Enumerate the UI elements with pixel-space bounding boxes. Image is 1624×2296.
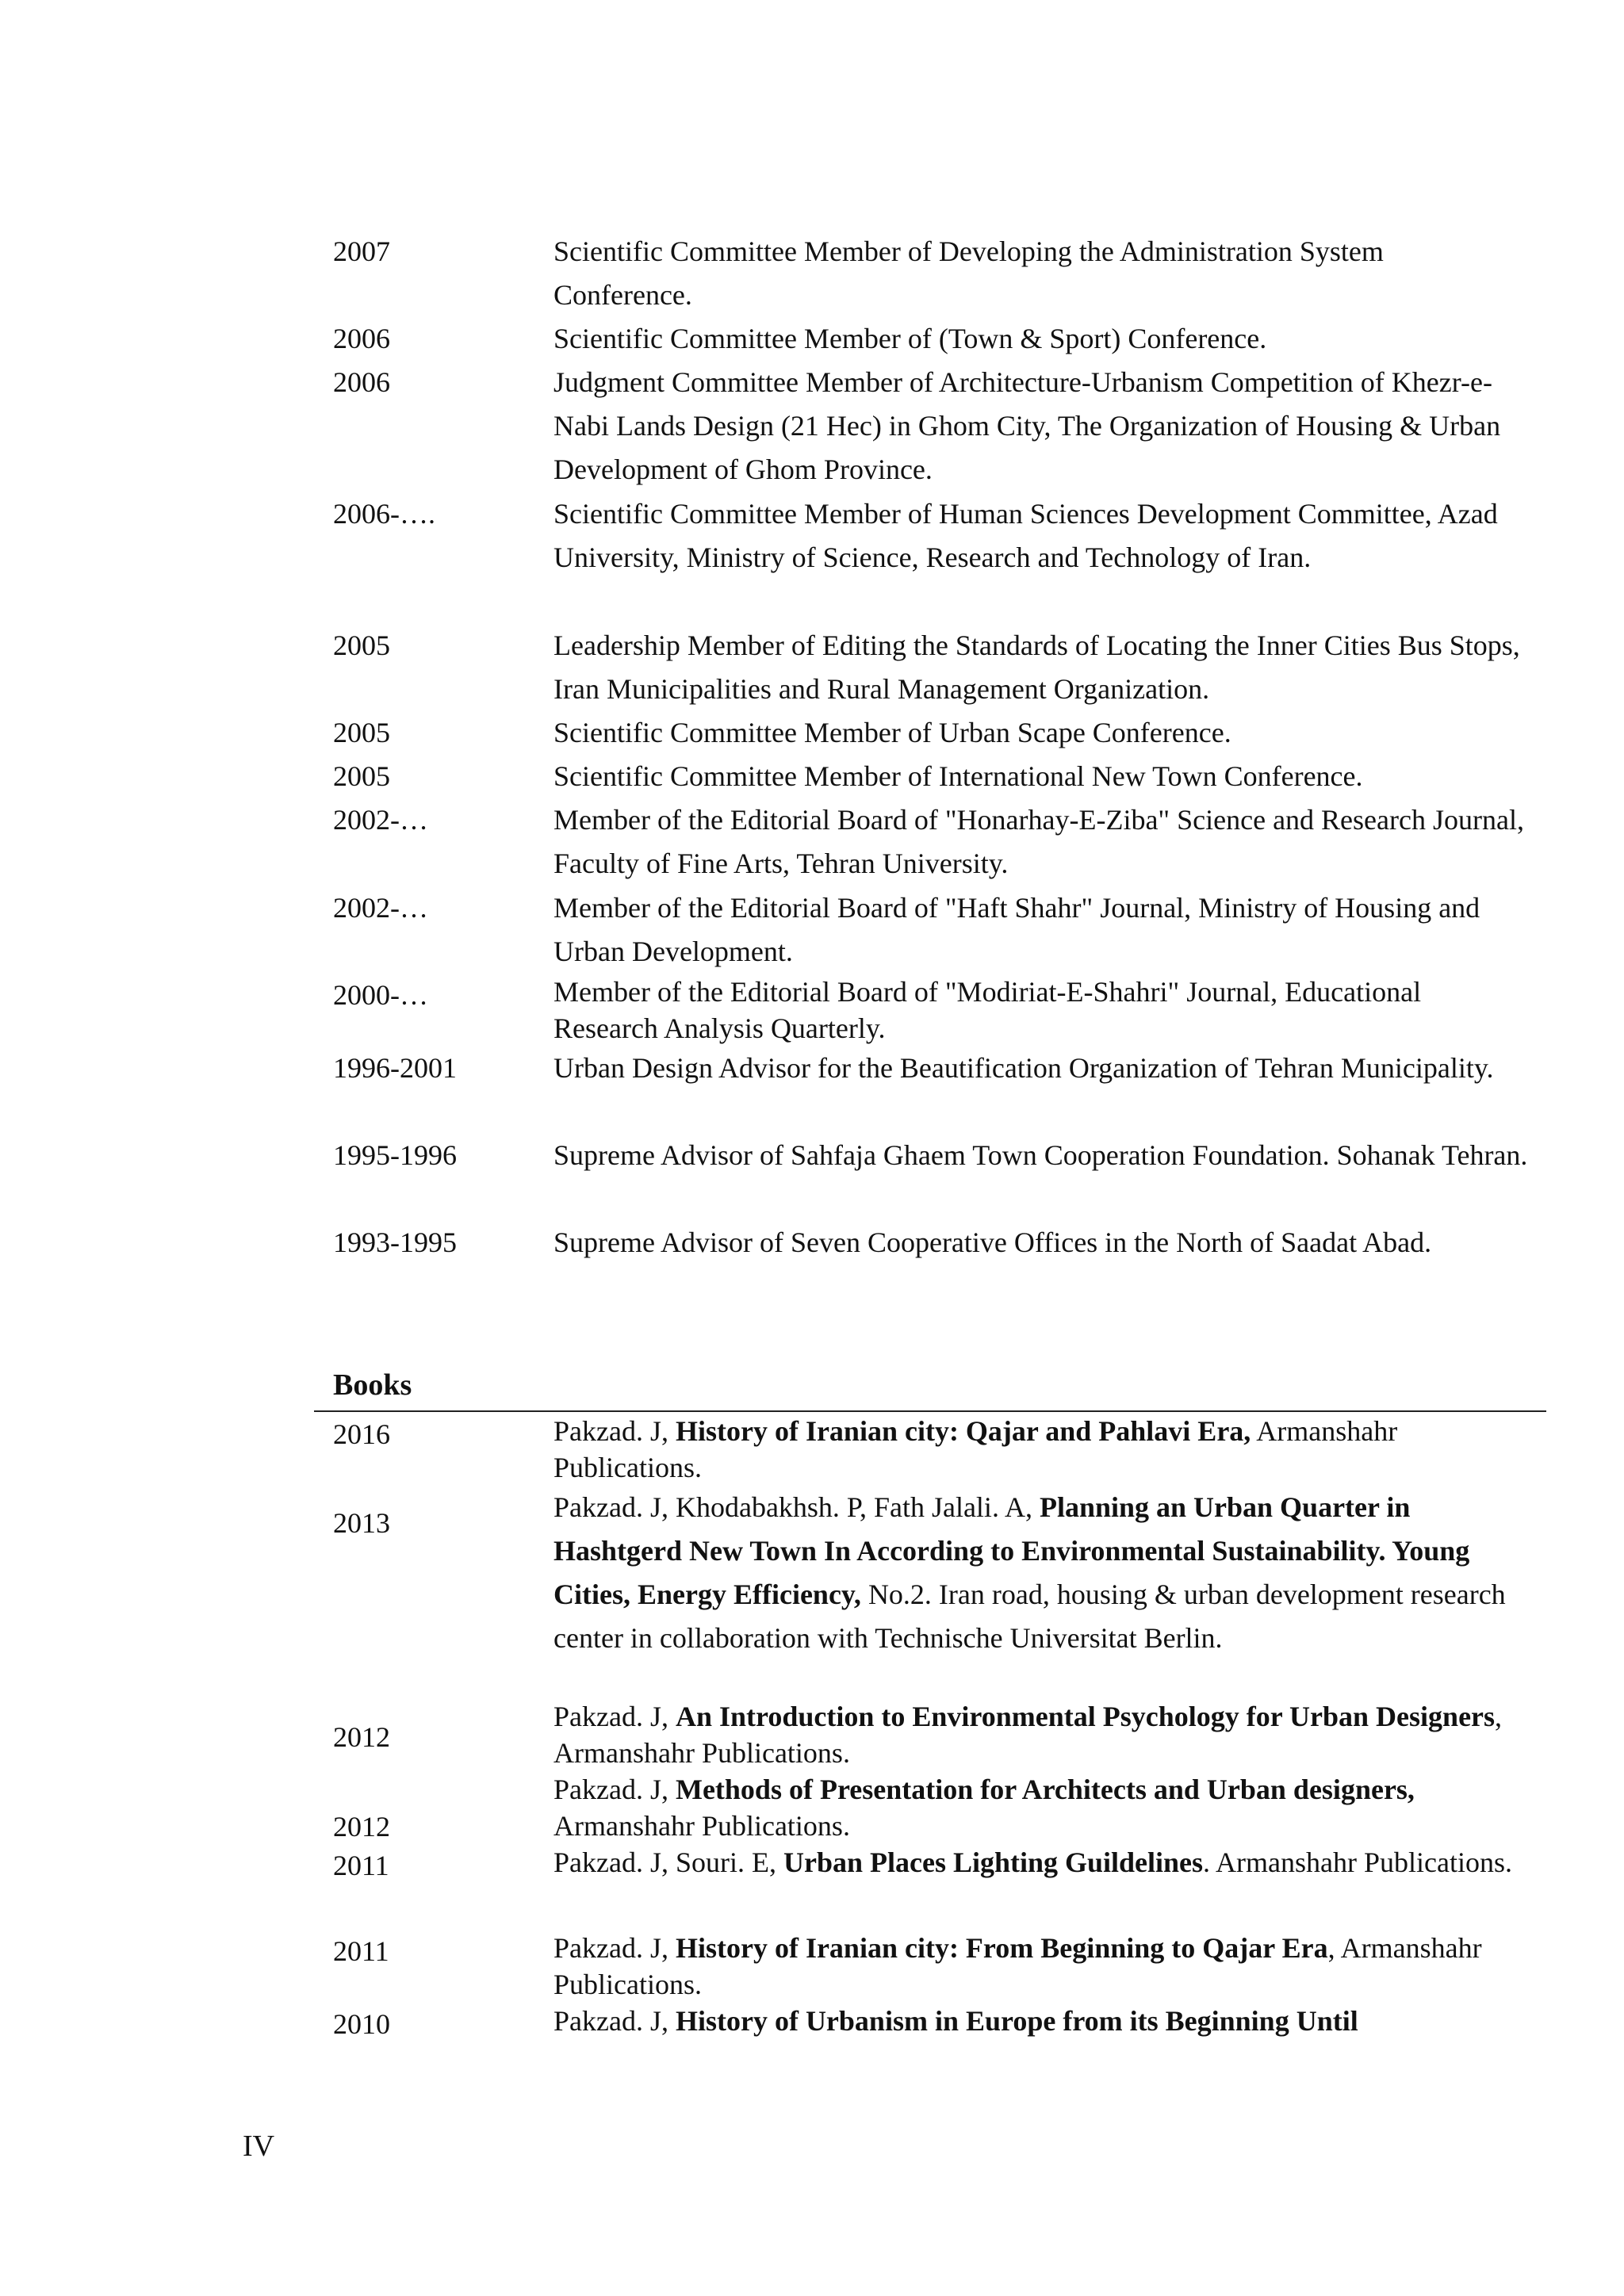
entry-description: Member of the Editorial Board of "Modiriat-E-Shahri" Journal, Educational Research Analysis Quarterly. (553, 976, 1422, 1044)
entry-year: 2002-… (333, 804, 428, 836)
entry-description: Scientific Committee Member of (Town & Sport) Conference. (553, 323, 1267, 354)
book-authors: Pakzad. J, (553, 1932, 676, 1964)
book-title: An Introduction to Environmental Psychology for Urban Designers (675, 1701, 1496, 1732)
section-divider (314, 1410, 1546, 1412)
book-authors: Pakzad. J, Khodabakhsh. P, Fath Jalali. A, (553, 1491, 1040, 1523)
book-publisher: Armanshahr Publications. (553, 1415, 1398, 1483)
book-publisher: , Armanshahr Publications. (553, 1701, 1503, 1769)
entry-description: Scientific Committee Member of Developing the Administration System Conference. (553, 235, 1384, 311)
book-authors: Pakzad. J, Souri. E, (553, 1846, 783, 1878)
entry-year: 2005 (333, 760, 390, 792)
book-citation (553, 2003, 1529, 2039)
book-citation (553, 1844, 1529, 1881)
book-title: History of Iranian city: From Beginning to Qajar Era (675, 1932, 1328, 1964)
book-publisher: Armanshahr Publications. (553, 1810, 850, 1842)
entry-description: Judgment Committee Member of Architecture-Urbanism Competition of Khezr-e-Nabi Lands Design (21 Hec) in Ghom City, The Organization of Housing & Urban Development of Ghom Province. (553, 366, 1501, 485)
book-authors: Pakzad. J, (553, 1415, 676, 1447)
entry-year: 2006 (333, 366, 390, 398)
book-publisher: No.2. Iran road, housing & urban development research center in collaboration with Technische Universitat Berlin. (553, 1578, 1506, 1654)
entry-year: 2002-… (333, 892, 428, 924)
book-title: History of Urbanism in Europe from its Beginning Until (675, 2005, 1358, 2037)
book-year: 2012 (333, 1811, 390, 1843)
book-year: 2016 (333, 1418, 390, 1450)
entry-description: Scientific Committee Member of Human Sciences Development Committee, Azad University, Ministry of Science, Research and Technology of Iran. (553, 498, 1498, 573)
book-citation (553, 1698, 1529, 1771)
entry-description: Member of the Editorial Board of "Honarhay-E-Ziba" Science and Research Journal, Faculty of Fine Arts, Tehran University. (553, 804, 1524, 879)
page-number: IV (243, 2130, 275, 2163)
book-title: Planning an Urban Quarter in Hashtgerd New Town In According to Environmental Sustainability. Young Cities, Energy Efficiency, (553, 1491, 1470, 1610)
book-citation (553, 1486, 1529, 1660)
entry-description: Leadership Member of Editing the Standards of Locating the Inner Cities Bus Stops, Iran Municipalities and Rural Management Organization. (553, 629, 1520, 705)
book-title: History of Iranian city: Qajar and Pahlavi Era, (675, 1415, 1251, 1447)
entry-description: Scientific Committee Member of International New Town Conference. (553, 760, 1363, 792)
entry-year: 2005 (333, 717, 390, 748)
book-authors: Pakzad. J, (553, 2005, 676, 2037)
book-year: 2013 (333, 1507, 390, 1539)
entry-year: 2006 (333, 323, 390, 354)
book-title: Methods of Presentation for Architects and Urban designers, (675, 1774, 1415, 1805)
book-citation (553, 1930, 1529, 2003)
book-year: 2011 (333, 1850, 389, 1881)
book-year: 2012 (333, 1721, 390, 1753)
entry-description: Scientific Committee Member of Urban Scape Conference. (553, 717, 1231, 748)
book-citation (553, 1413, 1529, 1486)
entry-year: 2000-… (333, 979, 428, 1011)
book-publisher: . Armanshahr Publications. (1203, 1846, 1512, 1878)
book-authors: Pakzad. J, (553, 1701, 676, 1732)
entry-description: Supreme Advisor of Sahfaja Ghaem Town Cooperation Foundation. Sohanak Tehran. (553, 1139, 1528, 1171)
entry-year: 2005 (333, 629, 390, 661)
book-publisher: , Armanshahr Publications. (553, 1932, 1482, 2000)
book-authors: Pakzad. J, (553, 1774, 676, 1805)
entry-year: 1996-2001 (333, 1052, 457, 1084)
book-title: Urban Places Lighting Guildelines (783, 1846, 1204, 1878)
entry-year: 2006-…. (333, 498, 435, 530)
entry-year: 2007 (333, 235, 390, 267)
book-year: 2010 (333, 2008, 390, 2040)
book-year: 2011 (333, 1935, 389, 1967)
entry-description: Urban Design Advisor for the Beautification Organization of Tehran Municipality. (553, 1052, 1494, 1084)
entry-year: 1993-1995 (333, 1226, 457, 1258)
entry-description: Supreme Advisor of Seven Cooperative Offices in the North of Saadat Abad. (553, 1226, 1432, 1258)
section-heading-books: Books (333, 1368, 412, 1402)
entry-description: Member of the Editorial Board of "Haft Shahr" Journal, Ministry of Housing and Urban Development. (553, 892, 1480, 967)
entry-year: 1995-1996 (333, 1139, 457, 1171)
book-citation (553, 1771, 1529, 1844)
